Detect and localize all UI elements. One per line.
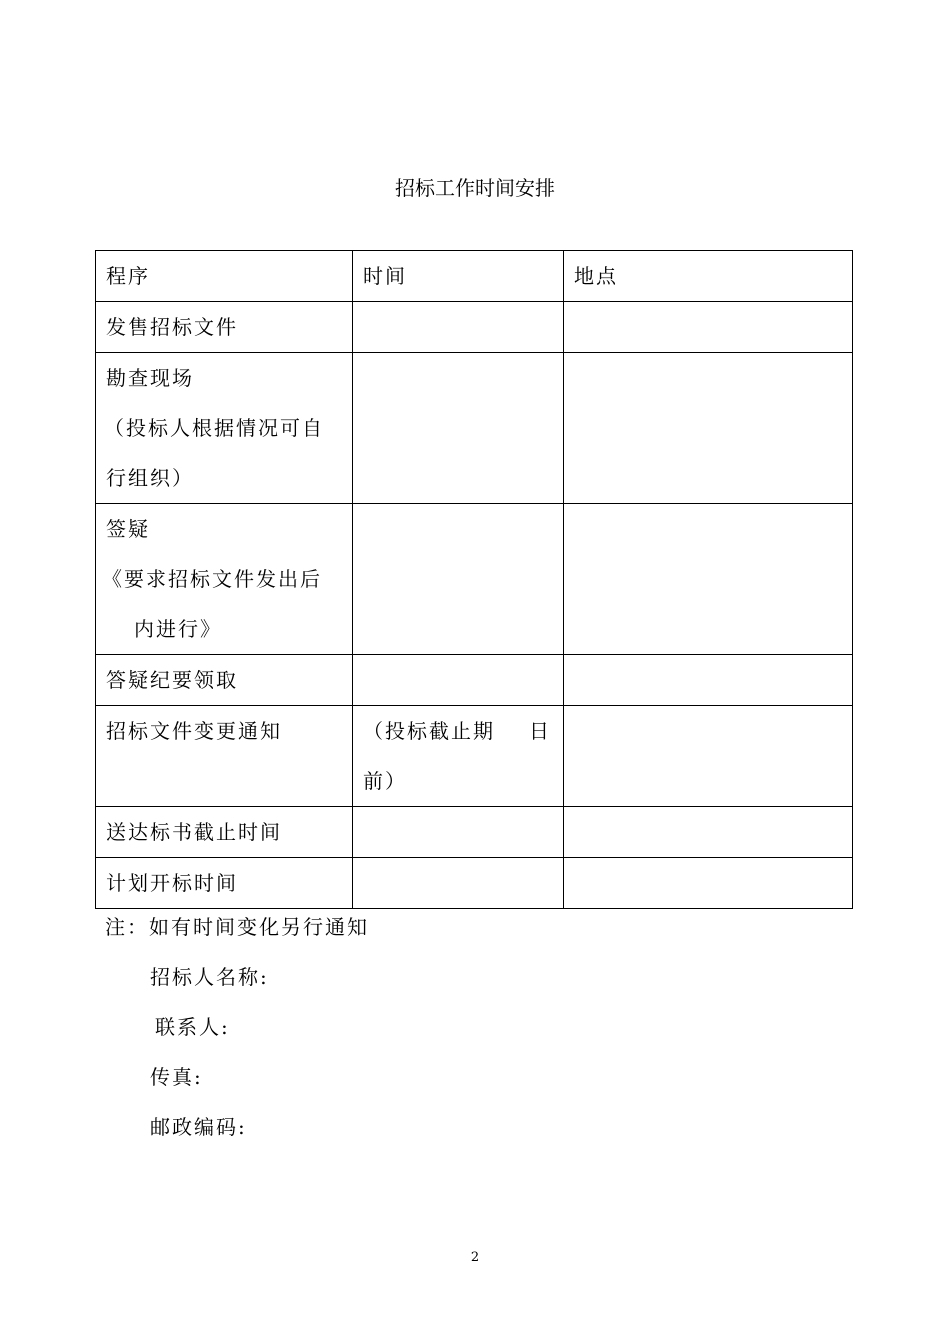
time-cell — [353, 353, 564, 504]
notes-section — [105, 902, 369, 1152]
place-cell — [564, 706, 853, 807]
postcode-label: 邮政编码: — [150, 1115, 247, 1139]
table-row — [96, 302, 853, 353]
place-cell — [564, 504, 853, 655]
page-number: 2 — [470, 1250, 480, 1265]
table-row — [96, 353, 853, 504]
header-place: 地点 — [564, 251, 853, 302]
place-cell — [564, 858, 853, 909]
place-cell — [564, 655, 853, 706]
header-time: 时间 — [353, 251, 564, 302]
time-cell: （投标截止期 日 前） — [353, 706, 564, 807]
time-cell — [353, 807, 564, 858]
procedure-cell: 答疑纪要领取 — [96, 655, 353, 706]
place-cell — [564, 807, 853, 858]
time-cell — [353, 504, 564, 655]
table-row — [96, 655, 853, 706]
schedule-table — [95, 250, 853, 909]
table-row — [96, 504, 853, 655]
time-cell — [353, 655, 564, 706]
remark-note: 注：如有时间变化另行通知 — [105, 915, 369, 939]
header-procedure: 程序 — [96, 251, 353, 302]
procedure-cell: 招标文件变更通知 — [96, 706, 353, 807]
fax-label: 传真: — [150, 1065, 203, 1089]
procedure-cell: 勘查现场 （投标人根据情况可自 行组织） — [96, 353, 353, 504]
table-header-row — [96, 251, 853, 302]
place-cell — [564, 353, 853, 504]
table-row — [96, 858, 853, 909]
procedure-cell: 发售招标文件 — [96, 302, 353, 353]
tenderer-name-label: 招标人名称: — [150, 965, 269, 989]
place-cell — [564, 302, 853, 353]
procedure-cell: 送达标书截止时间 — [96, 807, 353, 858]
procedure-cell: 计划开标时间 — [96, 858, 353, 909]
time-cell — [353, 858, 564, 909]
time-cell — [353, 302, 564, 353]
table-row — [96, 706, 853, 807]
table-row — [96, 807, 853, 858]
procedure-cell: 签疑 《要求招标文件发出后 内进行》 — [96, 504, 353, 655]
contact-label: 联系人: — [155, 1015, 230, 1039]
document-title: 招标工作时间安排 — [395, 176, 555, 200]
